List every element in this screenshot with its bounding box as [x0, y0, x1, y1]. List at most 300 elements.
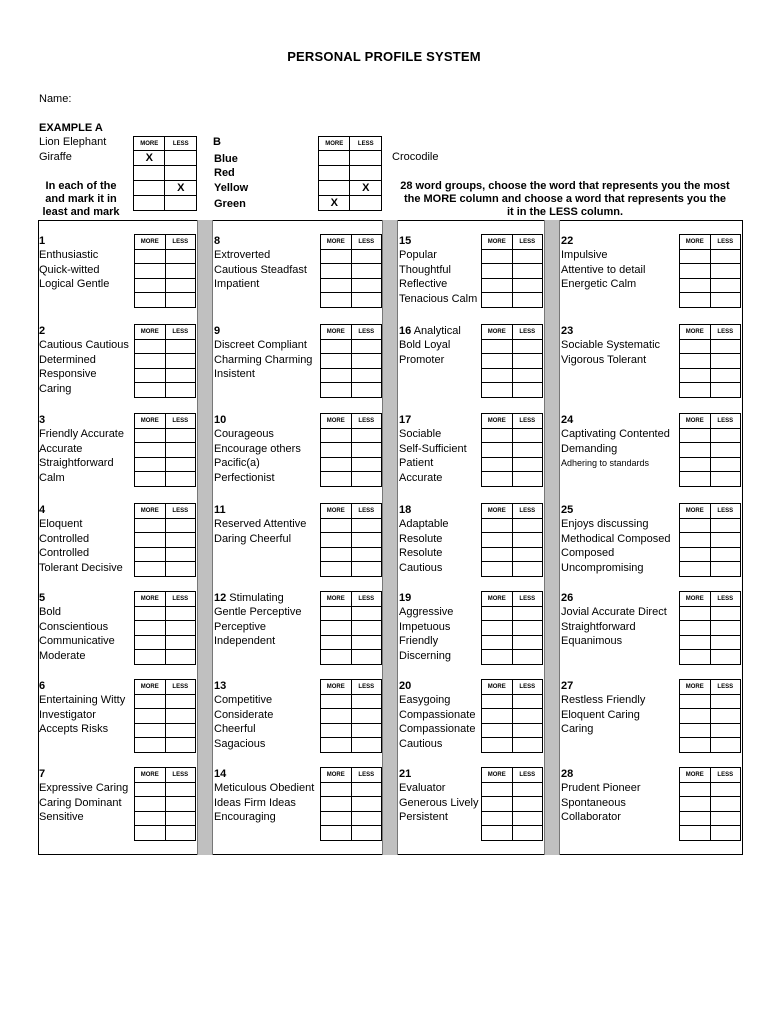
more-column-header: MORE — [135, 768, 166, 783]
more-checkbox[interactable] — [135, 354, 166, 369]
more-checkbox[interactable] — [321, 562, 352, 577]
less-checkbox[interactable] — [512, 782, 543, 797]
less-checkbox[interactable] — [710, 635, 741, 650]
less-checkbox[interactable] — [512, 428, 543, 443]
less-checkbox[interactable] — [350, 166, 382, 181]
word-group-number: 13 — [214, 680, 227, 692]
more-checkbox[interactable] — [135, 428, 166, 443]
less-checkbox[interactable] — [710, 797, 741, 812]
less-checkbox[interactable] — [512, 562, 543, 577]
less-checkbox[interactable]: X — [165, 181, 197, 196]
more-checkbox[interactable]: X — [134, 151, 165, 166]
less-checkbox[interactable] — [351, 354, 382, 369]
more-checkbox[interactable] — [680, 650, 711, 665]
less-checkbox[interactable] — [351, 368, 382, 383]
less-checkbox[interactable] — [710, 472, 741, 487]
more-checkbox[interactable] — [319, 166, 350, 181]
less-checkbox[interactable] — [710, 811, 741, 826]
less-checkbox[interactable] — [710, 457, 741, 472]
more-checkbox[interactable] — [319, 181, 350, 196]
more-checkbox[interactable] — [680, 738, 711, 753]
more-checkbox[interactable] — [680, 533, 711, 548]
less-checkbox[interactable] — [512, 518, 543, 533]
word-group-number: 4 — [39, 504, 46, 516]
less-checkbox[interactable] — [165, 249, 196, 264]
more-checkbox[interactable] — [482, 354, 513, 369]
less-checkbox[interactable] — [512, 797, 543, 812]
less-checkbox[interactable] — [710, 621, 741, 636]
less-checkbox[interactable] — [351, 650, 382, 665]
more-checkbox[interactable] — [321, 797, 352, 812]
more-less-grid — [679, 503, 741, 577]
less-checkbox[interactable] — [351, 264, 382, 279]
more-checkbox[interactable] — [482, 249, 513, 264]
word-group-number: 18 — [399, 504, 412, 516]
more-checkbox[interactable] — [321, 826, 352, 841]
less-checkbox[interactable] — [512, 339, 543, 354]
more-checkbox[interactable] — [680, 782, 711, 797]
more-checkbox[interactable] — [680, 635, 711, 650]
less-checkbox[interactable] — [710, 562, 741, 577]
more-checkbox[interactable] — [135, 635, 166, 650]
less-checkbox[interactable] — [710, 723, 741, 738]
word-group-number: 26 — [561, 592, 574, 604]
more-checkbox[interactable] — [482, 547, 513, 562]
less-checkbox[interactable] — [165, 472, 196, 487]
more-checkbox[interactable] — [321, 368, 352, 383]
more-less-grid — [679, 679, 741, 753]
less-checkbox[interactable] — [165, 354, 196, 369]
more-checkbox[interactable] — [321, 694, 352, 709]
less-checkbox[interactable] — [351, 457, 382, 472]
less-checkbox[interactable] — [351, 826, 382, 841]
less-checkbox[interactable] — [512, 723, 543, 738]
more-checkbox[interactable] — [321, 650, 352, 665]
word-group-line: Caring — [561, 723, 594, 736]
more-column-header: MORE — [135, 235, 166, 250]
less-checkbox[interactable] — [351, 443, 382, 458]
more-checkbox[interactable] — [680, 562, 711, 577]
word-group-line: Bold Loyal — [399, 339, 451, 351]
word-group-line: Adaptable — [399, 518, 449, 530]
less-checkbox[interactable] — [512, 354, 543, 369]
less-checkbox[interactable] — [165, 826, 196, 841]
more-checkbox[interactable] — [321, 443, 352, 458]
less-checkbox[interactable] — [165, 723, 196, 738]
more-checkbox[interactable] — [680, 457, 711, 472]
less-column-header: LESS — [351, 504, 382, 519]
more-checkbox[interactable] — [321, 278, 352, 293]
less-checkbox[interactable] — [351, 518, 382, 533]
more-less-grid — [320, 591, 382, 665]
less-column-header: LESS — [351, 414, 382, 429]
word-group-line: Entertaining Witty — [39, 694, 126, 706]
less-checkbox[interactable] — [512, 443, 543, 458]
less-checkbox[interactable] — [710, 650, 741, 665]
less-checkbox[interactable] — [512, 650, 543, 665]
more-checkbox[interactable] — [482, 723, 513, 738]
more-checkbox[interactable] — [482, 826, 513, 841]
less-checkbox[interactable] — [351, 339, 382, 354]
more-checkbox[interactable] — [135, 782, 166, 797]
more-checkbox[interactable] — [135, 518, 166, 533]
less-checkbox[interactable] — [710, 339, 741, 354]
more-checkbox[interactable] — [321, 354, 352, 369]
less-checkbox[interactable] — [351, 621, 382, 636]
less-checkbox[interactable] — [351, 738, 382, 753]
more-checkbox[interactable] — [135, 650, 166, 665]
more-checkbox[interactable] — [482, 518, 513, 533]
less-checkbox[interactable] — [351, 606, 382, 621]
less-checkbox[interactable] — [351, 428, 382, 443]
less-checkbox[interactable] — [512, 472, 543, 487]
more-checkbox[interactable] — [321, 339, 352, 354]
less-checkbox[interactable] — [710, 443, 741, 458]
more-checkbox[interactable] — [321, 709, 352, 724]
less-checkbox[interactable] — [351, 278, 382, 293]
more-checkbox[interactable] — [321, 249, 352, 264]
more-checkbox[interactable] — [482, 782, 513, 797]
less-column-header: LESS — [710, 768, 741, 783]
less-checkbox[interactable] — [351, 811, 382, 826]
more-checkbox[interactable] — [135, 249, 166, 264]
more-checkbox[interactable] — [321, 518, 352, 533]
more-checkbox[interactable] — [680, 472, 711, 487]
less-checkbox[interactable] — [351, 635, 382, 650]
example-heading: EXAMPLE A — [39, 122, 103, 134]
more-checkbox[interactable] — [482, 368, 513, 383]
more-checkbox[interactable] — [135, 709, 166, 724]
less-checkbox[interactable] — [165, 797, 196, 812]
less-checkbox[interactable] — [165, 457, 196, 472]
more-less-grid — [320, 679, 382, 753]
word-group-line: Tenacious Calm — [399, 293, 478, 306]
more-checkbox[interactable] — [680, 826, 711, 841]
less-checkbox[interactable] — [165, 264, 196, 279]
instruction-line: the MORE column and choose a word that represents you the — [403, 193, 727, 205]
more-less-grid — [320, 234, 382, 308]
less-checkbox[interactable] — [512, 635, 543, 650]
more-checkbox[interactable] — [680, 606, 711, 621]
less-column-header: LESS — [710, 680, 741, 695]
word-group-number: 23 — [561, 325, 574, 337]
more-checkbox[interactable] — [321, 383, 352, 398]
more-checkbox[interactable] — [321, 782, 352, 797]
less-checkbox[interactable] — [165, 547, 196, 562]
less-checkbox[interactable] — [710, 709, 741, 724]
more-checkbox[interactable] — [482, 694, 513, 709]
more-checkbox[interactable] — [321, 606, 352, 621]
more-less-grid — [679, 324, 741, 398]
more-checkbox[interactable] — [680, 368, 711, 383]
word-group-line: Caring Dominant — [39, 796, 122, 809]
less-checkbox[interactable] — [351, 249, 382, 264]
more-checkbox[interactable] — [321, 635, 352, 650]
more-checkbox[interactable] — [680, 694, 711, 709]
more-less-grid — [320, 767, 382, 841]
less-checkbox[interactable] — [165, 368, 196, 383]
more-checkbox[interactable] — [135, 457, 166, 472]
more-checkbox[interactable] — [135, 368, 166, 383]
less-checkbox[interactable] — [351, 562, 382, 577]
more-checkbox[interactable] — [482, 533, 513, 548]
more-checkbox[interactable] — [482, 621, 513, 636]
more-checkbox[interactable] — [482, 293, 513, 308]
less-checkbox[interactable] — [512, 533, 543, 548]
more-checkbox[interactable] — [135, 723, 166, 738]
less-checkbox[interactable] — [710, 606, 741, 621]
more-less-grid — [481, 591, 543, 665]
less-checkbox[interactable] — [351, 709, 382, 724]
more-checkbox[interactable] — [482, 797, 513, 812]
less-checkbox[interactable] — [351, 797, 382, 812]
less-checkbox[interactable] — [350, 196, 382, 211]
less-checkbox[interactable] — [512, 709, 543, 724]
word-group-header — [214, 767, 314, 781]
more-checkbox[interactable] — [680, 723, 711, 738]
word-group-header — [39, 679, 125, 693]
more-column-header: MORE — [321, 414, 352, 429]
more-checkbox[interactable] — [482, 650, 513, 665]
less-checkbox[interactable] — [710, 694, 741, 709]
more-checkbox[interactable] — [321, 472, 352, 487]
less-checkbox[interactable] — [351, 723, 382, 738]
less-column-header: LESS — [512, 235, 543, 250]
less-checkbox[interactable] — [710, 278, 741, 293]
less-checkbox[interactable] — [710, 249, 741, 264]
less-checkbox[interactable] — [165, 166, 197, 181]
word-group-line: Moderate — [39, 650, 86, 663]
more-checkbox[interactable] — [134, 196, 165, 211]
less-checkbox[interactable] — [512, 293, 543, 308]
less-checkbox[interactable] — [351, 533, 382, 548]
less-checkbox[interactable] — [165, 518, 196, 533]
more-checkbox[interactable] — [321, 547, 352, 562]
more-checkbox[interactable] — [680, 811, 711, 826]
more-less-grid — [481, 503, 543, 577]
less-checkbox[interactable] — [512, 811, 543, 826]
more-checkbox[interactable] — [482, 811, 513, 826]
less-checkbox[interactable] — [351, 547, 382, 562]
less-column-header: LESS — [350, 137, 382, 151]
less-checkbox[interactable] — [165, 621, 196, 636]
word-group-line: Resolute — [399, 547, 443, 560]
word-group-header — [561, 679, 645, 693]
more-checkbox[interactable] — [680, 339, 711, 354]
more-checkbox[interactable] — [135, 621, 166, 636]
less-checkbox[interactable]: X — [350, 181, 382, 196]
more-checkbox[interactable] — [680, 518, 711, 533]
less-checkbox[interactable] — [165, 782, 196, 797]
less-column-header: LESS — [710, 325, 741, 340]
more-checkbox[interactable] — [134, 166, 165, 181]
more-checkbox[interactable] — [135, 562, 166, 577]
more-checkbox[interactable] — [321, 457, 352, 472]
word-group — [39, 413, 124, 486]
less-column-header: LESS — [165, 680, 196, 695]
more-checkbox[interactable] — [482, 278, 513, 293]
more-checkbox[interactable] — [482, 472, 513, 487]
more-checkbox[interactable] — [482, 457, 513, 472]
less-checkbox[interactable] — [512, 826, 543, 841]
word-group-line: Attentive to detail — [561, 263, 646, 276]
less-checkbox[interactable] — [165, 196, 197, 211]
more-checkbox[interactable]: X — [319, 196, 350, 211]
less-checkbox[interactable] — [512, 278, 543, 293]
more-checkbox[interactable] — [135, 738, 166, 753]
less-checkbox[interactable] — [512, 547, 543, 562]
more-checkbox[interactable] — [680, 547, 711, 562]
word-group — [214, 503, 306, 546]
more-checkbox[interactable] — [135, 826, 166, 841]
more-checkbox[interactable] — [482, 383, 513, 398]
more-checkbox[interactable] — [321, 621, 352, 636]
more-checkbox[interactable] — [680, 621, 711, 636]
word-group-line: Reflective — [399, 278, 448, 291]
more-checkbox[interactable] — [135, 383, 166, 398]
less-checkbox[interactable] — [165, 694, 196, 709]
more-checkbox[interactable] — [135, 472, 166, 487]
less-checkbox[interactable] — [512, 694, 543, 709]
less-checkbox[interactable] — [710, 782, 741, 797]
less-checkbox[interactable] — [710, 368, 741, 383]
word-group — [399, 234, 477, 307]
less-checkbox[interactable] — [710, 293, 741, 308]
more-checkbox[interactable] — [135, 264, 166, 279]
less-checkbox[interactable] — [165, 443, 196, 458]
word-group-line: Straightforward — [561, 620, 636, 633]
word-group-line: Aggressive — [399, 606, 454, 618]
more-checkbox[interactable] — [321, 264, 352, 279]
less-checkbox[interactable] — [165, 151, 197, 166]
more-checkbox[interactable] — [135, 694, 166, 709]
more-column-header: MORE — [134, 137, 165, 151]
word-group-line: Cautious Steadfast — [214, 263, 307, 276]
less-checkbox[interactable] — [165, 606, 196, 621]
more-checkbox[interactable] — [482, 339, 513, 354]
less-checkbox[interactable] — [710, 547, 741, 562]
less-checkbox[interactable] — [512, 249, 543, 264]
word-group-number: 17 — [399, 414, 412, 426]
less-checkbox[interactable] — [165, 278, 196, 293]
more-checkbox[interactable] — [135, 533, 166, 548]
word-group-line: Perceptive — [214, 620, 266, 633]
more-checkbox[interactable] — [321, 428, 352, 443]
less-checkbox[interactable] — [165, 650, 196, 665]
less-checkbox[interactable] — [512, 264, 543, 279]
more-checkbox[interactable] — [321, 738, 352, 753]
more-checkbox[interactable] — [680, 278, 711, 293]
less-checkbox[interactable] — [165, 635, 196, 650]
more-checkbox[interactable] — [482, 606, 513, 621]
less-checkbox[interactable] — [165, 339, 196, 354]
more-checkbox[interactable] — [482, 709, 513, 724]
more-checkbox[interactable] — [680, 264, 711, 279]
word-group-line: Sagacious — [214, 738, 266, 751]
less-checkbox[interactable] — [165, 709, 196, 724]
less-checkbox[interactable] — [165, 562, 196, 577]
less-checkbox[interactable] — [710, 428, 741, 443]
less-checkbox[interactable] — [512, 738, 543, 753]
less-checkbox[interactable] — [351, 293, 382, 308]
more-checkbox[interactable] — [680, 709, 711, 724]
more-column-header: MORE — [680, 504, 711, 519]
less-checkbox[interactable] — [512, 383, 543, 398]
more-checkbox[interactable] — [321, 533, 352, 548]
more-checkbox[interactable] — [680, 443, 711, 458]
less-checkbox[interactable] — [165, 383, 196, 398]
less-checkbox[interactable] — [351, 472, 382, 487]
more-checkbox[interactable] — [319, 151, 350, 166]
column-separator — [544, 220, 560, 855]
more-column-header: MORE — [680, 414, 711, 429]
more-checkbox[interactable] — [135, 547, 166, 562]
more-checkbox[interactable] — [135, 278, 166, 293]
word-group-line: Uncompromising — [561, 562, 644, 575]
less-checkbox[interactable] — [512, 606, 543, 621]
less-checkbox[interactable] — [512, 457, 543, 472]
less-checkbox[interactable] — [350, 151, 382, 166]
less-checkbox[interactable] — [710, 383, 741, 398]
more-checkbox[interactable] — [321, 293, 352, 308]
more-checkbox[interactable] — [135, 811, 166, 826]
example-b-word: Yellow — [214, 182, 249, 194]
more-checkbox[interactable] — [680, 249, 711, 264]
more-checkbox[interactable] — [134, 181, 165, 196]
more-checkbox[interactable] — [135, 797, 166, 812]
less-checkbox[interactable] — [165, 811, 196, 826]
less-checkbox[interactable] — [710, 264, 741, 279]
less-checkbox[interactable] — [351, 782, 382, 797]
word-group-line: Jovial Accurate Direct — [561, 606, 667, 618]
less-checkbox[interactable] — [710, 518, 741, 533]
more-checkbox[interactable] — [680, 293, 711, 308]
less-checkbox[interactable] — [710, 533, 741, 548]
less-checkbox[interactable] — [710, 826, 741, 841]
word-group-line: Enjoys discussing — [561, 518, 649, 530]
more-checkbox[interactable] — [321, 811, 352, 826]
more-checkbox[interactable] — [135, 339, 166, 354]
less-checkbox[interactable] — [351, 383, 382, 398]
more-checkbox[interactable] — [680, 797, 711, 812]
more-checkbox[interactable] — [482, 738, 513, 753]
less-checkbox[interactable] — [710, 354, 741, 369]
more-checkbox[interactable] — [482, 635, 513, 650]
less-checkbox[interactable] — [165, 428, 196, 443]
less-checkbox[interactable] — [351, 694, 382, 709]
more-checkbox[interactable] — [135, 293, 166, 308]
more-checkbox[interactable] — [482, 443, 513, 458]
more-checkbox[interactable] — [680, 428, 711, 443]
less-checkbox[interactable] — [512, 368, 543, 383]
more-checkbox[interactable] — [680, 354, 711, 369]
more-checkbox[interactable] — [482, 264, 513, 279]
less-checkbox[interactable] — [165, 293, 196, 308]
less-checkbox[interactable] — [710, 738, 741, 753]
less-checkbox[interactable] — [165, 533, 196, 548]
less-checkbox[interactable] — [165, 738, 196, 753]
more-checkbox[interactable] — [321, 723, 352, 738]
more-checkbox[interactable] — [680, 383, 711, 398]
more-column-header: MORE — [680, 768, 711, 783]
more-checkbox[interactable] — [482, 562, 513, 577]
word-group-header — [214, 591, 301, 605]
less-checkbox[interactable] — [512, 621, 543, 636]
more-checkbox[interactable] — [135, 443, 166, 458]
more-checkbox[interactable] — [482, 428, 513, 443]
word-group — [399, 413, 467, 486]
more-checkbox[interactable] — [135, 606, 166, 621]
